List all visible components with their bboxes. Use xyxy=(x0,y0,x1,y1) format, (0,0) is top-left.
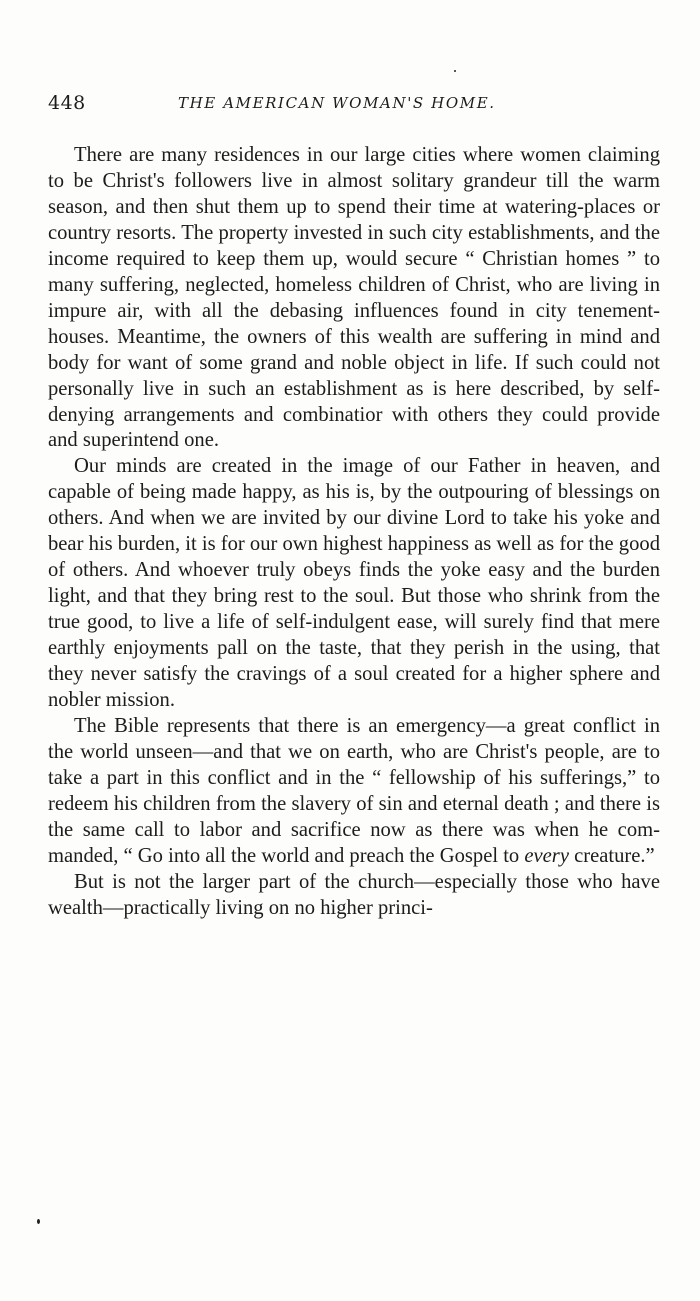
running-head: THE AMERICAN WOMAN'S HOME. xyxy=(178,94,496,112)
ink-speck xyxy=(454,70,456,72)
ink-speck xyxy=(37,1219,40,1224)
paragraph-3-text: The Bible represents that there is an emergency—a great conflict in the world unseen—and that we on earth, who are Christ's people, are to take a part in this conflict and in the “ fellowship of his sufferings,” to redeem his children from the slavery of sin and eternal death ; and there is the same call to labor and sacrifice now as there was when he commanded, “ Go into all the world and preach the Gospel to xyxy=(48,714,660,867)
paragraph-2: Our minds are created in the image of our Father in heaven, and capable of being made happy, as his is, by the outpouring of blessings on others. And when we are invited by our divine Lord to take his yoke and bear his burden, it is for our own highest happiness as well as for the good of others. And whoever truly obeys finds the yoke easy and the burden light, and that they bring rest to the soul. But those who shrink from the true good, to live a life of self-indulgent ease, will surely find that mere earthly enjoyments pall on the taste, that they perish in the using, that they never satisfy the cravings of a soul created for a higher sphere and nobler mission. xyxy=(48,455,660,712)
body-text xyxy=(48,143,660,922)
paragraph-3-tail: creature.” xyxy=(568,844,655,867)
page-number: 448 xyxy=(48,92,86,114)
paragraph-3-emphasis: every xyxy=(524,844,569,867)
paragraph-3 xyxy=(48,714,660,870)
paragraph-4: But is not the larger part of the church—especially those who have wealth—practically living on no higher princi- xyxy=(48,870,660,919)
page-header xyxy=(48,92,660,118)
paragraph-1: There are many residences in our large cities where women claiming to be Christ's followers live in almost solitary grandeur till the warm season, and then shut them up to spend their time at watering-places or country resorts. The property invested in such city establishments, and the income required to keep them up, would secure “ Christian homes ” to many suffering, neglected, homeless children of Christ, who are living in impure air, with all the debasing influences found in city tenement-houses. Meantime, the owners of this wealth are suffering in mind and body for want of some grand and noble object in life. If such could not personally live in such an establishment as is here described, by self-denying arrangements and combinatior with others they could provide and superintend one. xyxy=(48,144,660,452)
